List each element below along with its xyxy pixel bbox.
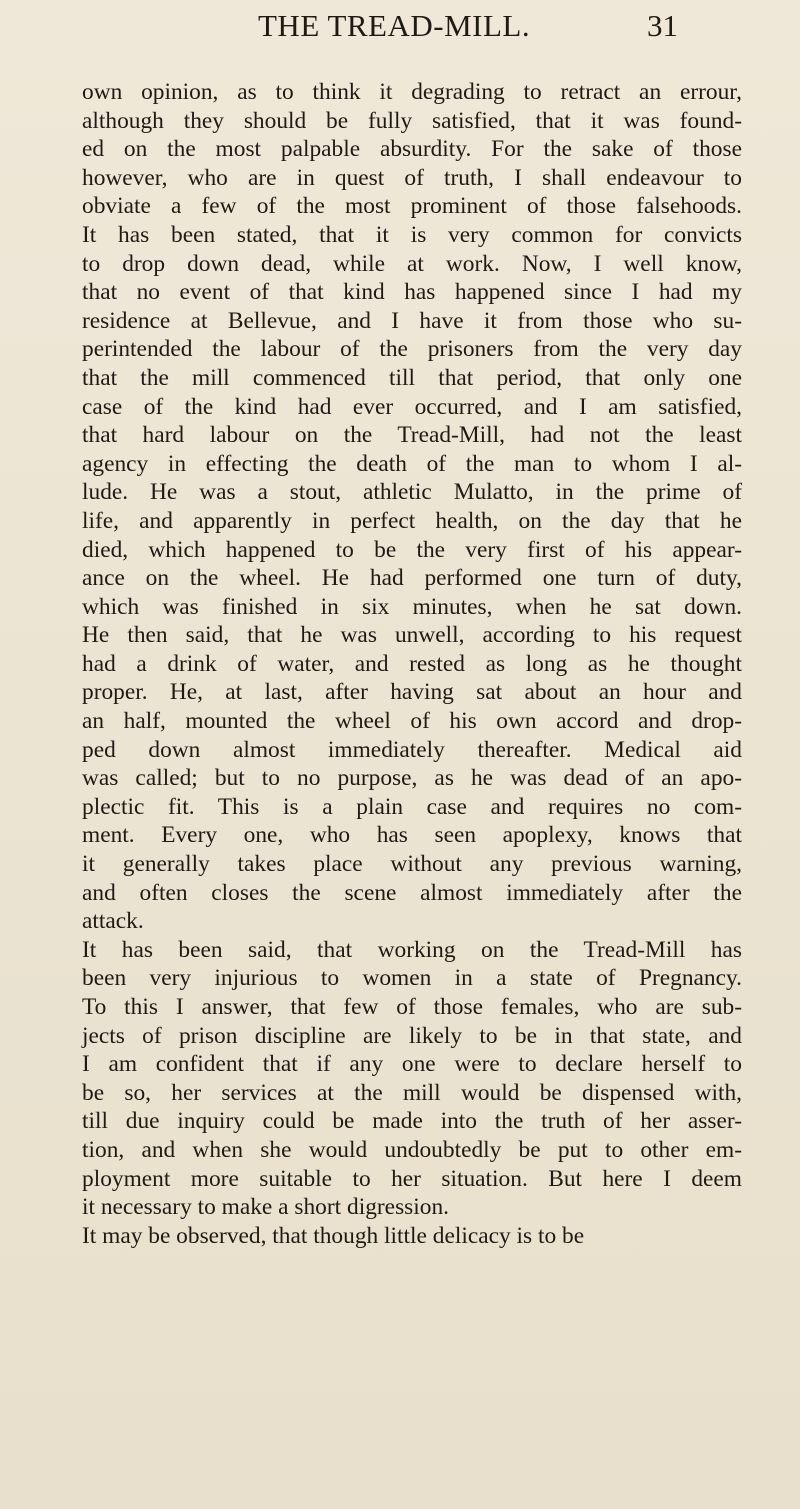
- page-header: [258, 8, 678, 42]
- text-line: proper. He, at last, after having sat about an hour and: [82, 679, 742, 706]
- page-number: 31: [647, 8, 678, 43]
- text-line: had a drink of water, and rested as long as he thought: [82, 650, 742, 677]
- text-line: To this I answer, that few of those females, who are sub-: [82, 994, 742, 1020]
- text-line: to drop down dead, while at work. Now, I well know,: [82, 250, 742, 277]
- text-line: perintended the labour of the prisoners from the very day: [82, 336, 742, 363]
- text-line: till due inquiry could be made into the truth of her asser-: [82, 1108, 742, 1135]
- text-line: that the mill commenced till that period, that only one: [82, 364, 742, 391]
- text-line: that hard labour on the Tread-Mill, had not the least: [82, 422, 742, 449]
- running-head: THE TREAD-MILL.: [258, 8, 531, 43]
- text-line: ed on the most palpable absurdity. For the sake of those: [82, 136, 742, 163]
- text-line: own opinion, as to think it degrading to retract an errour,: [82, 79, 742, 105]
- text-line: however, who are in quest of truth, I shall endeavour to: [82, 164, 742, 191]
- text-line: lude. He was a stout, athletic Mulatto, in the prime of: [82, 479, 742, 506]
- text-line: been very injurious to women in a state of Pregnancy.: [82, 965, 742, 992]
- text-line: obviate a few of the most prominent of those falsehoods.: [82, 193, 742, 220]
- text-line: ployment more suitable to her situation. But here I deem: [82, 1165, 742, 1192]
- text-line: jects of prison discipline are likely to be in that state, and: [82, 1022, 742, 1049]
- text-line: It has been said, that working on the Tread-Mill has: [82, 936, 742, 963]
- text-line: life, and apparently in perfect health, on the day that he: [82, 507, 742, 534]
- text-line: attack.: [82, 908, 144, 935]
- text-line: tion, and when she would undoubtedly be put to other em-: [82, 1136, 742, 1163]
- text-line: ped down almost immediately thereafter. Medical aid: [82, 736, 742, 763]
- text-line: it generally takes place without any previous warning,: [82, 851, 742, 878]
- text-line: and often closes the scene almost immediately after the: [82, 879, 742, 906]
- text-line: be so, her services at the mill would be dispensed with,: [82, 1079, 742, 1106]
- text-line: ment. Every one, who has seen apoplexy, knows that: [82, 822, 742, 849]
- text-line: agency in effecting the death of the man to whom I al-: [82, 450, 742, 477]
- text-line: It may be observed, that though little delicacy is to be: [82, 1222, 585, 1249]
- text-line: case of the kind had ever occurred, and I am satisfied,: [82, 393, 742, 420]
- text-line: it necessary to make a short digression.: [82, 1194, 450, 1221]
- text-line: plectic fit. This is a plain case and requires no com-: [82, 793, 742, 820]
- text-line: ance on the wheel. He had performed one turn of duty,: [82, 565, 742, 592]
- text-line: which was finished in six minutes, when he sat down.: [82, 593, 742, 620]
- text-line: He then said, that he was unwell, according to his request: [82, 622, 742, 649]
- text-line: died, which happened to be the very first of his appear-: [82, 536, 742, 563]
- text-line: I am confident that if any one were to declare herself to: [82, 1051, 742, 1078]
- text-line: It has been stated, that it is very common for convicts: [82, 221, 742, 248]
- text-line: residence at Bellevue, and I have it from those who su-: [82, 307, 742, 334]
- text-line: was called; but to no purpose, as he was dead of an apo-: [82, 765, 742, 792]
- text-line: an half, mounted the wheel of his own accord and drop-: [82, 708, 742, 735]
- text-line: that no event of that kind has happened since I had my: [82, 279, 742, 306]
- text-line: although they should be fully satisfied, that it was found-: [82, 107, 742, 134]
- body-text: [82, 78, 742, 1250]
